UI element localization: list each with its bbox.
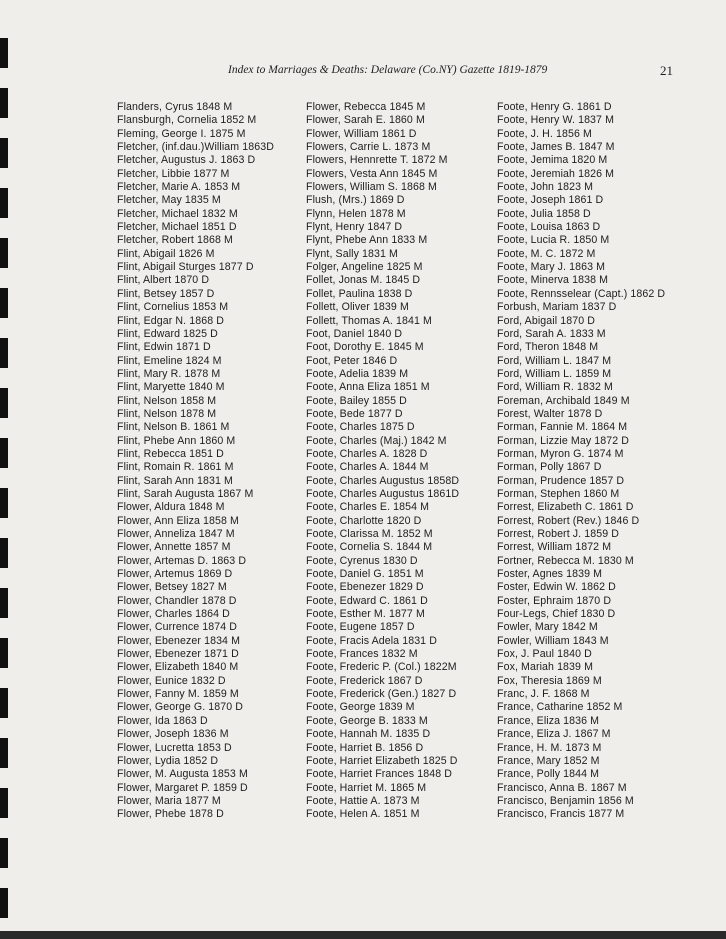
- binding-hole: [0, 138, 8, 168]
- index-entry: Fleming, George I. 1875 M: [117, 127, 246, 140]
- index-entry: Flower, Rebecca 1845 M: [306, 101, 426, 113]
- binding-hole: [0, 388, 8, 418]
- index-entry: Fox, J. Paul 1840 D: [497, 648, 592, 661]
- index-entry: Foote, Frances 1832 M: [306, 648, 418, 661]
- index-entry: Four-Legs, Chief 1830 D: [497, 608, 616, 621]
- index-entry: Fowler, Mary 1842 M: [497, 621, 598, 634]
- page-number: 21: [660, 63, 673, 78]
- index-entry: Foster, Agnes 1839 M: [497, 568, 603, 581]
- index-entry: Fox, Theresia 1869 M: [497, 674, 602, 687]
- index-entry: Foote, Charles Augustus 1858D: [306, 474, 460, 487]
- index-entry: Ford, William R. 1832 M: [497, 381, 613, 394]
- index-entry: Foote, Clarissa M. 1852 M: [306, 528, 433, 540]
- binding-hole: [0, 888, 8, 918]
- index-entry: Flower, Ann Eliza 1858 M: [117, 514, 239, 527]
- index-entry: Foote, Helen A. 1851 M: [306, 808, 420, 821]
- index-entry: Folger, Angeline 1825 M: [306, 261, 423, 274]
- index-entry: Flower, Ida 1863 D: [117, 714, 208, 727]
- index-entry: Foote, Charles E. 1854 M: [306, 501, 430, 514]
- index-entry: Foot, Dorothy E. 1845 M: [306, 341, 424, 354]
- index-entry: Foote, Charles A. 1828 D: [306, 447, 428, 460]
- index-entry: Flint, Edward 1825 D: [117, 327, 218, 340]
- index-entry: Flower, Lydia 1852 D: [117, 754, 219, 767]
- index-entry: Foote, Rennsselear (Capt.) 1862 D: [497, 287, 666, 300]
- index-entry: Fletcher, Marie A. 1853 M: [117, 181, 241, 194]
- index-entry: Foote, George 1839 M: [306, 701, 415, 714]
- index-entry: Francisco, Anna B. 1867 M: [497, 781, 627, 794]
- index-entry: Forman, Myron G. 1874 M: [497, 447, 624, 460]
- index-entry: Forrest, Elizabeth C. 1861 D: [497, 501, 634, 514]
- index-entry: Flynt, Sally 1831 M: [306, 247, 398, 260]
- binding-hole: [0, 288, 8, 318]
- index-entry: Fletcher, Libbie 1877 M: [117, 167, 230, 180]
- index-entry: Flower, Lucretta 1853 D: [117, 741, 232, 754]
- index-entry: Foote, Ebenezer 1829 D: [306, 581, 424, 594]
- index-entry: Foote, Fracis Adela 1831 D: [306, 634, 437, 647]
- index-entry: Foote, Frederick 1867 D: [306, 674, 423, 687]
- index-entry: Forbush, Mariam 1837 D: [497, 301, 617, 314]
- index-entry: Flower, Betsey 1827 M: [117, 581, 227, 594]
- index-entry: Foote, Charles A. 1844 M: [306, 461, 429, 474]
- index-entry: Flower, Margaret P. 1859 D: [117, 781, 248, 794]
- index-entry: Flint, Mary R. 1878 M: [117, 367, 221, 380]
- index-entry: Franc, J. F. 1868 M: [497, 688, 590, 701]
- binding-hole: [0, 438, 8, 468]
- running-title: Index to Marriages & Deaths: Delaware (Co.NY) Gazette 1819-1879: [228, 64, 548, 76]
- index-entry: Foote, Cyrenus 1830 D: [306, 554, 418, 567]
- binding-hole: [0, 238, 8, 268]
- index-entry: Flower, Charles 1864 D: [117, 608, 230, 621]
- index-entry: Ford, William L. 1859 M: [497, 367, 612, 380]
- index-entry: Forman, Fannie M. 1864 M: [497, 421, 628, 434]
- index-entry: Fletcher, (inf.dau.)William 1863D: [117, 141, 274, 154]
- index-entry: Ford, Abigail 1870 D: [497, 314, 595, 327]
- index-entry: Follett, Oliver 1839 M: [306, 301, 409, 314]
- index-entry: Flower, M. Augusta 1853 M: [117, 768, 248, 781]
- binding-hole: [0, 638, 8, 668]
- index-entry: Foote, Henry W. 1837 M: [497, 114, 615, 127]
- index-entry: Foot, Peter 1846 D: [306, 354, 398, 367]
- index-entry: Foreman, Archibald 1849 M: [497, 394, 630, 407]
- index-entry: Foote, Mary J. 1863 M: [497, 261, 606, 274]
- index-entry: Flint, Nelson 1878 M: [117, 407, 217, 420]
- index-entry: Flower, William 1861 D: [306, 127, 417, 140]
- index-entry: Foote, Esther M. 1877 M: [306, 608, 425, 621]
- binding-hole: [0, 688, 8, 718]
- index-entry: Flint, Edgar N. 1868 D: [117, 314, 225, 327]
- index-entry: Foote, Hannah M. 1835 D: [306, 728, 431, 741]
- index-entry: Foote, Jeremiah 1826 M: [497, 167, 615, 180]
- index-entry: Flint, Rebecca 1851 D: [117, 447, 224, 460]
- index-entry: Fletcher, May 1835 M: [117, 194, 221, 207]
- index-entry: Flower, Aldura 1848 M: [117, 501, 225, 514]
- index-entry: Ford, Sarah A. 1833 M: [497, 327, 606, 340]
- index-entry: Flower, Ebenezer 1834 M: [117, 634, 241, 647]
- index-entry: Foote, Frederic P. (Col.) 1822M: [306, 661, 457, 674]
- index-entry: Flower, Artemus 1869 D: [117, 568, 233, 581]
- index-entry: Forrest, Robert (Rev.) 1846 D: [497, 514, 640, 527]
- index-column-2: [306, 101, 459, 822]
- index-entry: Foote, John 1823 M: [497, 181, 594, 194]
- index-entry: Flint, Romain R. 1861 M: [117, 461, 234, 474]
- index-entry: Fletcher, Michael 1851 D: [117, 221, 237, 234]
- index-entry: Flower, Artemas D. 1863 D: [117, 554, 247, 567]
- index-entry: Flower, Elizabeth 1840 M: [117, 661, 239, 674]
- index-entry: Flowers, Vesta Ann 1845 M: [306, 167, 438, 180]
- index-entry: Foote, Edward C. 1861 D: [306, 594, 428, 607]
- index-entry: Flint, Nelson B. 1861 M: [117, 421, 230, 434]
- index-entry: Foote, Frederick (Gen.) 1827 D: [306, 688, 457, 701]
- index-entry: Flush, (Mrs.) 1869 D: [306, 194, 405, 207]
- binding-hole: [0, 338, 8, 368]
- index-entry: Flower, Fanny M. 1859 M: [117, 688, 239, 701]
- index-entry: Flower, Currence 1874 D: [117, 621, 238, 634]
- index-entry: France, Polly 1844 M: [497, 768, 600, 781]
- index-entry: Flowers, Carrie L. 1873 M: [306, 141, 431, 154]
- index-entry: Flint, Albert 1870 D: [117, 274, 210, 287]
- binding-hole: [0, 488, 8, 518]
- binding-hole: [0, 188, 8, 218]
- index-entry: Foster, Ephraim 1870 D: [497, 594, 612, 607]
- index-entry: Flint, Phebe Ann 1860 M: [117, 434, 236, 447]
- index-entry: Follet, Paulina 1838 D: [306, 287, 413, 300]
- index-entry: Follett, Thomas A. 1841 M: [306, 314, 432, 327]
- index-entry: Forest, Walter 1878 D: [497, 407, 603, 420]
- index-entry: Ford, Theron 1848 M: [497, 341, 599, 354]
- index-entry: Foote, Julia 1858 D: [497, 207, 591, 220]
- index-entry: Foote, Hattie A. 1873 M: [306, 794, 420, 807]
- index-entry: Flint, Nelson 1858 M: [117, 394, 217, 407]
- index-entry: Flynn, Helen 1878 M: [306, 207, 406, 220]
- index-entry: Flower, Chandler 1878 D: [117, 594, 237, 607]
- index-entry: Flint, Betsey 1857 D: [117, 287, 215, 300]
- index-entry: Foote, Harriet B. 1856 D: [306, 741, 424, 754]
- index-entry: Flint, Emeline 1824 M: [117, 354, 222, 367]
- index-entry: Flower, Annette 1857 M: [117, 541, 231, 554]
- index-entry: Forrest, William 1872 M: [497, 541, 612, 554]
- page-header: [0, 64, 726, 80]
- index-entry: Foote, Harriet Elizabeth 1825 D: [306, 754, 458, 767]
- index-entry: Forman, Prudence 1857 D: [497, 474, 625, 487]
- index-entry: Flowers, Hennrette T. 1872 M: [306, 154, 448, 167]
- index-entry: Foote, Bede 1877 D: [306, 407, 403, 420]
- index-entry: Foote, Lucia R. 1850 M: [497, 234, 610, 247]
- index-entry: Francisco, Benjamin 1856 M: [497, 794, 634, 807]
- index-entry: Foote, George B. 1833 M: [306, 714, 428, 727]
- index-entry: Flynt, Henry 1847 D: [306, 221, 403, 234]
- index-entry: Foote, Daniel G. 1851 M: [306, 568, 424, 581]
- index-entry: Flower, Maria 1877 M: [117, 794, 221, 807]
- index-entry: Foote, Charles (Maj.) 1842 M: [306, 434, 447, 447]
- index-entry: Forman, Polly 1867 D: [497, 461, 602, 474]
- index-entry: Foote, Louisa 1863 D: [497, 221, 601, 234]
- index-entry: Flint, Sarah Ann 1831 M: [117, 474, 233, 487]
- binding-hole: [0, 738, 8, 768]
- binding-hole: [0, 588, 8, 618]
- index-column-3: [497, 101, 665, 822]
- index-entry: Foote, Charlotte 1820 D: [306, 514, 422, 527]
- index-entry: Ford, William L. 1847 M: [497, 354, 612, 367]
- index-entry: Flint, Abigail Sturges 1877 D: [117, 261, 254, 274]
- index-entry: Flint, Maryette 1840 M: [117, 381, 225, 394]
- index-entry: Foote, Joseph 1861 D: [497, 194, 604, 207]
- binding-hole: [0, 788, 8, 818]
- index-entry: Francisco, Francis 1877 M: [497, 808, 625, 821]
- index-entry: Foote, Harriet Frances 1848 D: [306, 768, 452, 781]
- index-entry: Flint, Sarah Augusta 1867 M: [117, 487, 254, 500]
- index-entry: Flynt, Phebe Ann 1833 M: [306, 234, 428, 247]
- index-entry: Flint, Edwin 1871 D: [117, 341, 211, 354]
- index-entry: Flower, Phebe 1878 D: [117, 808, 224, 821]
- index-entry: Fletcher, Robert 1868 M: [117, 234, 233, 247]
- index-entry: Foote, Anna Eliza 1851 M: [306, 381, 430, 394]
- index-entry: Foster, Edwin W. 1862 D: [497, 581, 616, 594]
- binding-hole: [0, 538, 8, 568]
- index-entry: Foote, M. C. 1872 M: [497, 247, 596, 260]
- index-entry: France, Eliza 1836 M: [497, 714, 600, 727]
- index-entry: France, Catharine 1852 M: [497, 701, 623, 714]
- index-entry: Fowler, William 1843 M: [497, 634, 609, 647]
- index-entry: Follet, Jonas M. 1845 D: [306, 274, 421, 287]
- index-entry: Foote, J. H. 1856 M: [497, 127, 592, 140]
- index-entry: Forman, Stephen 1860 M: [497, 487, 620, 500]
- index-entry: Flint, Cornelius 1853 M: [117, 301, 229, 314]
- index-entry: Foote, Bailey 1855 D: [306, 394, 407, 407]
- index-entry: Foote, Charles Augustus 1861D: [306, 487, 460, 500]
- index-entry: France, Eliza J. 1867 M: [497, 728, 611, 741]
- index-entry: Forman, Lizzie May 1872 D: [497, 434, 630, 447]
- index-entry: Foote, Jemima 1820 M: [497, 154, 608, 167]
- binding-hole: [0, 838, 8, 868]
- index-entry: Flower, Anneliza 1847 M: [117, 528, 235, 540]
- index-entry: Flanders, Cyrus 1848 M: [117, 101, 233, 113]
- index-column-1: [117, 101, 274, 822]
- index-entry: Foote, Eugene 1857 D: [306, 621, 415, 634]
- index-entry: France, Mary 1852 M: [497, 754, 600, 767]
- index-entry: Flower, Ebenezer 1871 D: [117, 648, 239, 661]
- index-entry: Foote, Harriet M. 1865 M: [306, 781, 427, 794]
- index-entry: Foote, Charles 1875 D: [306, 421, 415, 434]
- index-entry: Flansburgh, Cornelia 1852 M: [117, 114, 257, 127]
- index-entry: Foote, James B. 1847 M: [497, 141, 615, 154]
- index-entry: Flower, Sarah E. 1860 M: [306, 114, 425, 127]
- index-entry: Flowers, William S. 1868 M: [306, 181, 437, 194]
- index-entry: France, H. M. 1873 M: [497, 741, 602, 754]
- index-entry: Flower, George G. 1870 D: [117, 701, 244, 714]
- index-entry: Flower, Joseph 1836 M: [117, 728, 229, 741]
- index-entry: Foote, Cornelia S. 1844 M: [306, 541, 433, 554]
- index-entry: Fletcher, Augustus J. 1863 D: [117, 154, 256, 167]
- index-entry: Foote, Henry G. 1861 D: [497, 101, 612, 113]
- index-entry: Foote, Adelia 1839 M: [306, 367, 409, 380]
- index-entry: Foot, Daniel 1840 D: [306, 327, 403, 340]
- index-entry: Flower, Eunice 1832 D: [117, 674, 226, 687]
- scan-edge: [0, 931, 726, 939]
- index-entry: Fortner, Rebecca M. 1830 M: [497, 554, 634, 567]
- binding-hole: [0, 88, 8, 118]
- index-entry: Flint, Abigail 1826 M: [117, 247, 215, 260]
- index-entry: Fox, Mariah 1839 M: [497, 661, 594, 674]
- index-entry: Foote, Minerva 1838 M: [497, 274, 609, 287]
- index-entry: Forrest, Robert J. 1859 D: [497, 528, 620, 540]
- index-entry: Fletcher, Michael 1832 M: [117, 207, 238, 220]
